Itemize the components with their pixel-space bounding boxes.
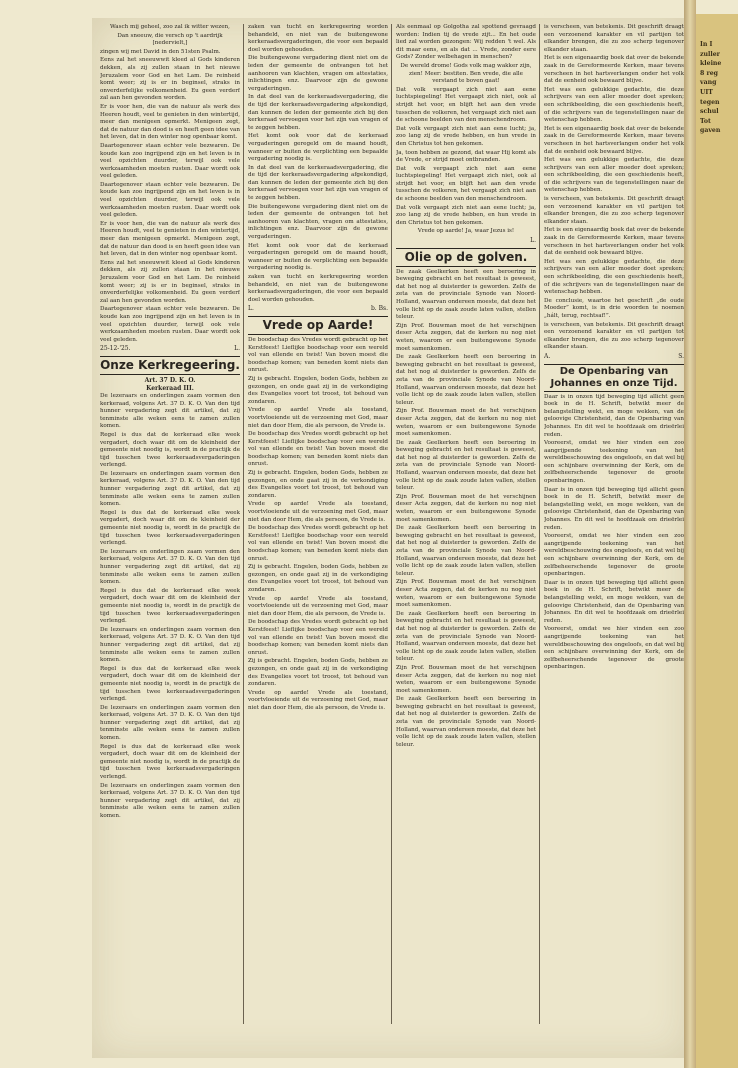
author-initial: A. xyxy=(544,352,551,360)
paragraph: Daartegenover staan echter vele bezwaren. De koude kan zoo ingrijpend zijn en het leven is in veel opzichten duurder, terwijl ook vele werkzaamheden moeten rusten. Daar wordt ook veel geleden. xyxy=(100,306,240,343)
adjacent-page-edge xyxy=(696,14,738,1068)
paragraph: De lezeraars en onderlingen zaam vormen den kerkeraad, volgens Art. 37 D. K. O. Van den tijd hunner vergadering zegt dit artikel, dat zij tenminste alle weken eens te zamen zullen komen. xyxy=(100,470,240,508)
paragraph: Het was een gelukkige gedachte, die deze schrijvers van een aller moeder doet spreken; een schrikbeelding, die een geschiedenis heeft, of die schrijvers van de tegenstellingen naar de wetenschap hebben. xyxy=(544,86,684,124)
fragment-line: In I xyxy=(700,41,713,48)
paragraph: Regel is dus dat de kerkeraad elke week vergadert, doch waar dit om de kleinheid der gemeente niet noodig is, wordt in de practijk de tijd tusschen twee kerkeraadsvergaderingen verlengd. xyxy=(100,587,240,625)
paragraph: De zaak Geelkerken heeft een beroering in beweging gebracht en het resultaat is geweest, dat het nog al duisterder is geworden. Zelfs de zeta van de provinciale Synode van Noord-Holland, waarvan ondereen moeste, dat deze het volle licht op de zaak zoude laten vallen, stellen teleur. xyxy=(396,439,536,492)
author-initial: S. xyxy=(678,352,684,360)
fragment-line: tegen xyxy=(700,98,720,106)
column-1 xyxy=(100,24,240,822)
paragraph: Daar is in onzen tijd beweging tijd allicht geen boek in de H. Schrift, betwikt meer de belangstelling wekt, en moge wekken, van de geloovige Christenheid, dan de Openbaring van Johannes. En dit wel te hoofdzaak om drieërlei reden. xyxy=(544,579,684,624)
background-margin xyxy=(0,0,92,1068)
paragraph: De zaak Geelkerken heeft een beroering in beweging gebracht en het resultaat is geweest, dat het nog al duisterder is geworden. Zelfs de zeta van de provinciale Synode van Noord-Holland, waarvan ondereen moeste, dat deze het volle licht op de zaak zoude laten vallen, stellen teleur. xyxy=(396,268,536,321)
paragraph: De zaak Geelkerken heeft een beroering in beweging gebracht en het resultaat is geweest, dat het nog al duisterder is geworden. Zelfs de zeta van de provinciale Synode van Noord-Holland, waarvan ondereen moeste, dat deze het volle licht op de zaak zoude laten vallen, stellen teleur. xyxy=(396,525,536,577)
paragraph: Zijn Prof. Bouwman moet de het verschijnen deser Acta zeggen, dat de kerken nu nog niet weten, waarom er een buitengewone Synode moet samenkomen. xyxy=(396,322,536,352)
paragraph: De zaak Geelkerken heeft een beroering in beweging gebracht en het resultaat is geweest, dat het nog al duisterder is geworden. Zelfs de zeta van de provinciale Synode van Noord-Holland, waarvan ondereen moeste, dat deze het volle licht op de zaak zoude laten vallen, stellen teleur. xyxy=(396,696,536,748)
paragraph: Regel is dus dat de kerkeraad elke week vergadert, doch waar dit om de kleinheid der gemeente niet noodig is, wordt in de practijk de tijd tusschen twee kerkeraadsvergaderingen verlengd. xyxy=(100,431,240,469)
paragraph: Vrede op aarde! Vrede als toestand, voortvloeiende uit de verzoening met God, maar niet dan door Hem, die als persoon, de Vrede is. xyxy=(248,689,388,711)
paragraph: Regel is dus dat de kerkeraad elke week vergadert, doch waar dit om de kleinheid der gemeente niet noodig is, wordt in de practijk de tijd tusschen twee kerkeraadsvergaderingen verlengd. xyxy=(100,743,240,781)
paragraph: Dat volk vergaapt zich niet aan eene luchtspiegeling! Het vergaapt zich niet, ook al strijdt het voor, en blijft het aan den vrede tusschen de volkeren, het vergaapt zich niet aan de schoone beelden van den menschendroom. xyxy=(396,86,536,124)
paragraph: Zij is gebracht. Engelen, boden Gods, hebben ze gezongen, en onde gaat zij in de verkondiging des Evangelies voort tot troost, tot behoud van zondaren. xyxy=(248,658,388,688)
fragment-line: Tot xyxy=(700,117,711,125)
paragraph: is verscheen, van betekenis. Dit geschrift draagt een verzoenend karakter en vil partijen tot elkander brengen, die zu zoo scherp tegenover elkander staan. xyxy=(544,24,684,53)
newspaper-page xyxy=(92,18,688,1058)
paragraph: In dat deel van de kerkeraadsvergadering, die de tijd der kerkeraadsvergadering afgekondigd, dan kunnen de leden der gemeente zich bij den kerkeraad vervoegen voor het zijn van vragen of te zeggen hebben. xyxy=(248,94,388,131)
paragraph: Zijn Prof. Bouwman moet de het verschijnen deser Acta zeggen, dat de kerken nu nog niet weten, waarom er een buitengewone Synode moet samenkomen. xyxy=(396,664,536,694)
paragraph: Vooreerst, omdat we hier vinden een zoo aangrijpende teekening van het wereldbeschouwing des ongeloofs, en dat wel bij een schijnbare overwinning der Kerk, om de zelfbeheerschende tegenover de groote openbaringen. xyxy=(544,626,684,671)
author-initial: L. xyxy=(248,305,254,313)
paragraph: De boodschap des Vredes wordt gebracht op het Kerstfeest! Lieflijke boodschap voor een wereld vol van ellende en twist! Van boven moest die boodschap komen; van beneden komt niets dan onrust. xyxy=(248,619,388,656)
column-3 xyxy=(396,24,536,750)
paragraph: De boodschap des Vredes wordt gebracht op het Kerstfeest! Lieflijke boodschap voor een wereld vol van ellende en twist! Van boven moest die boodschap komen; van beneden komt niets dan onrust. xyxy=(248,431,388,468)
paragraph: Het is een eigenaardig boek dat over de bekende zaak in de Gereformeerde Kerken, maar tevens verscheen in het hartsverlangen onder het volk dat de eenheid ook bewaard blijve. xyxy=(544,125,684,155)
signoff xyxy=(100,345,240,353)
article-heading xyxy=(544,364,684,392)
column-rule xyxy=(391,24,392,1024)
article-heading xyxy=(100,356,240,375)
paragraph: Het is een eigenaardig boek dat over de bekende zaak in de Gereformeerde Kerken, maar tevens verscheen in het hartsverlangen onder het volk dat de eenheid ook bewaard blijve. xyxy=(544,55,684,85)
paragraph: De boodschap des Vredes wordt gebracht op het Kerstfeest! Lieflijke boodschap voor een wereld vol van ellende en twist! Van boven moest die boodschap komen; van beneden komt niets dan onrust. xyxy=(248,336,388,374)
paragraph: Zij is gebracht. Engelen, boden Gods, hebben ze gezongen, en onde gaat zij in de verkondiging des Evangelies voort tot troost, tot behoud van zondaren. xyxy=(248,470,388,499)
paragraph: Zijn Prof. Bouwman moet de het verschijnen deser Acta zeggen, dat de kerken nu nog niet weten, waarom er een buitengewone Synode moet samenkomen. xyxy=(396,408,536,438)
paragraph: Regel is dus dat de kerkeraad elke week vergadert, doch waar dit om de kleinheid der gemeente niet noodig is, wordt in de practijk de tijd tusschen twee kerkeraadsvergaderingen verlengd. xyxy=(100,509,240,547)
signoff xyxy=(396,237,536,245)
paragraph: Zij is gebracht. Engelen, boden Gods, hebben ze gezongen, en onde gaat zij in de verkondiging des Evangelies voort tot troost, tot behoud van zondaren. xyxy=(248,375,388,405)
fragment-line: zuller xyxy=(700,50,720,58)
paragraph: Vooreerst, omdat we hier vinden een zoo aangrijpende teekening van het wereldbeschouwing des ongeloofs, en dat wel bij een schijnbare overwinning der Kerk, om de zelfbeheerschende tegenover de groote openbaringen. xyxy=(544,533,684,578)
column-rule xyxy=(539,24,540,1024)
intro-line: Wasch mij geheel, zoo zal ik witter wezen, xyxy=(110,24,230,30)
paragraph: Vrede op aarde! Vrede als toestand, voortvloeiende uit de verzoening met God, maar niet dan door Hem, die als persoon, de Vrede is. xyxy=(248,501,388,523)
paragraph: Het was een gelukkige gedachte, die deze schrijvers van een aller moeder doet spreken; een schrikbeelding, die een geschiedenis heeft, of die schrijvers van de tegenstellingen naar de wetenschap hebben. xyxy=(544,157,684,194)
intro-line: zingen wij met David in den 51sten Psalm. xyxy=(100,48,221,55)
author-initial: L. xyxy=(530,237,536,245)
paragraph: Vrede op aarde! Vrede als toestand, voortvloeiende uit de verzoening met God, maar niet dan door Hem, die als persoon, de Vrede is. xyxy=(248,595,388,617)
heading-text: Vrede op Aarde! xyxy=(262,317,374,332)
paragraph: Daar is in onzen tijd beweging tijd allicht geen boek in de H. Schrift, betwikt meer de belangstelling wekt, en moge wekken, van de geloovige Christenheid, dan de Openbaring van Johannes. En dit wel te hoofdzaak om drieërlei reden. xyxy=(544,393,684,438)
paragraph: Dat volk vergaapt zich niet aan eene lucht; ja, zoo lang zij de vrede hebben, en hun vrede in den Christus tot hen gekomen. xyxy=(396,125,536,147)
paragraph: Daar is in onzen tijd beweging tijd allicht geen boek in de H. Schrift, betwikt meer de belangstelling wekt, en moge wekken, van de geloovige Christenheid, dan de Openbaring van Johannes. En dit wel te hoofdzaak om drieërlei reden. xyxy=(544,486,684,531)
paragraph: is verscheen, van betekenis. Dit geschrift draagt een verzoenend karakter en vil partijen tot elkander brengen, die zu zoo scherp tegenover elkander staan. xyxy=(544,321,684,351)
book-spine xyxy=(684,0,696,1068)
paragraph: is verscheen, van betekenis. Dit geschrift draagt een verzoenend karakter en vil partijen tot elkander brengen, die zu zoo scherp tegenover elkander staan. xyxy=(544,196,684,225)
fragment-line: gaven xyxy=(700,127,721,135)
paragraph: De zaak Geelkerken heeft een beroering in beweging gebracht en het resultaat is geweest, dat het nog al duisterder is geworden. Zelfs de zeta van de provinciale Synode van Noord-Holland, waarvan ondereen moeste, dat deze het volle licht op de zaak zoude laten vallen, stellen teleur. xyxy=(396,354,536,406)
signoff xyxy=(248,305,388,313)
column-4 xyxy=(544,24,684,673)
paragraph: Daartegenover staan echter vele bezwaren. De koude kan zoo ingrijpend zijn en het leven is in veel opzichten duurder, terwijl ook vele werkzaamheden moeten rusten. Daar wordt ook veel geleden. xyxy=(100,142,240,180)
signoff xyxy=(544,353,684,361)
paragraph: Die buitengewone vergadering dient niet om de leden der gemeente de ontvangen tot het aanhooren van klachten, vragen om attestaties, inlichtingen enz. Daarvoor zijn de gewone vergaderingen. xyxy=(248,55,388,92)
fragment-line: kleine xyxy=(700,60,722,68)
fragment-line: 8 reg xyxy=(700,69,718,77)
column-rule xyxy=(243,24,244,1024)
column-2 xyxy=(248,24,388,713)
article-heading xyxy=(396,248,536,267)
verse: De wereld drome! Gods volk mag wakker zijn, zien! Meer: bestiten. Ben vrede, die alle verstand te boven gaat! xyxy=(400,62,532,85)
paragraph: Regel is dus dat de kerkeraad elke week vergadert, doch waar dit om de kleinheid der gemeente niet noodig is, wordt in de practijk de tijd tusschen twee kerkeraadsvergaderingen verlengd. xyxy=(100,665,240,703)
author-initial: b. Bs. xyxy=(370,305,388,313)
paragraph: Als eenmaal op Golgotha zal spottend gevraagd worden: Indien tij de vrede zijt... En het oude lied zal worden gezongen: Wij redden 't wel. Als dit maar eens, en als dat ... Vrede, zonder eere Gods? Zonder welbehagen in menschen? xyxy=(396,24,536,61)
fragment-line: schul xyxy=(700,108,719,116)
paragraph: Ja, toon hebben ze gezond, dat waar Hij komt als de Vrede, er strijd moet ontbranden. xyxy=(396,149,536,164)
subheading: Kerkeraad III. xyxy=(146,384,194,392)
paragraph: Dat volk vergaapt zich niet aan eene luchtspiegeling! Het vergaapt zich niet, ook al strijdt het voor, en blijft het aan den vrede tusschen de volkeren, het vergaapt zich niet aan de schoone beelden van den menschendroom. xyxy=(396,165,536,203)
paragraph: zaken van tucht en kerkregeering worden behandeld, en niet van de buitengewone kerkeraadsvergaderingen, die voor een bepaald doel worden gehouden. xyxy=(248,274,388,303)
paragraph: zaken van tucht en kerkregeering worden behandeld, en niet van de buitengewone kerkeraadsvergaderingen, die voor een bepaald doel worden gehouden. xyxy=(248,24,388,53)
paragraph: In dat deel van de kerkeraadsvergadering, die de tijd der kerkeraadsvergadering afgekondigd, dan kunnen de leden der gemeente zich bij den kerkeraad vervoegen voor het zijn van vragen of te zeggen hebben. xyxy=(248,164,388,202)
paragraph: De lezeraars en onderlingen zaam vormen den kerkeraad, volgens Art. 37 D. K. O. Van den tijd hunner vergadering zegt dit artikel, dat zij tenminste alle weken eens te zamen zullen komen. xyxy=(100,704,240,742)
paragraph: Er is voor hen, die van de natuur als werk des Heeren houdt, veel te genieten in den wintertijd, meer dan menigeen opmerkt. Menigeen zegt, dat de natuur dan dood is en heeft geen idee van het leven, dat in den winter nog openbaar komt. xyxy=(100,103,240,141)
intro-line: Dan sneeuw, die versch op 't aardrijk [nedervielt,] xyxy=(117,32,223,47)
paragraph: Zijn Prof. Bouwman moet de het verschijnen deser Acta zeggen, dat de kerken nu nog niet weten, waarom er een buitengewone Synode moet samenkomen. xyxy=(396,579,536,609)
fragment-line: UIT xyxy=(700,88,713,96)
paragraph: Zijn Prof. Bouwman moet de het verschijnen deser Acta zeggen, dat de kerken nu nog niet weten, waarom er een buitengewone Synode moet samenkomen. xyxy=(396,493,536,523)
paragraph: Dat volk vergaapt zich niet aan eene lucht; ja, zoo lang zij de vrede hebben, en hun vrede in den Christus tot hen gekomen. xyxy=(396,204,536,226)
paragraph: De boodschap des Vredes wordt gebracht op het Kerstfeest! Lieflijke boodschap voor een wereld vol van ellende en twist! Van boven moest die boodschap komen; van beneden komt niets dan onrust. xyxy=(248,525,388,562)
article-heading xyxy=(248,316,388,335)
paragraph: Eens zal het sneeuwwit kleed al Gods kinderen dekken, als zij zullen staan in het nieuwe Jeruzalem voor God en het Lam. De reinheid komt weer; zij is er in beginsel, straks in onverderfelijke volkomenheid. Eu geen verderf zal aan hen gevonden worden. xyxy=(100,259,240,304)
paragraph: Zij is gebracht. Engelen, boden Gods, hebben ze gezongen, en onde gaat zij in de verkondiging des Evangelies voort tot troost, tot behoud van zondaren. xyxy=(248,564,388,593)
paragraph: Het komt ook voor dat de kerkeraad vergaderingen geregeld om de maand houdt, wanneer er buiten de verplichting een bepaalde vergadering noodig is. xyxy=(248,242,388,272)
paragraph: Het komt ook voor dat de kerkeraad vergaderingen geregeld om de maand houdt, wanneer er buiten de verplichting een bepaalde vergadering noodig is. xyxy=(248,133,388,163)
paragraph: De conclusie, waartoe het geschrift „de oude Moeder” komt, is in drie woorden te noemen „hált, terug, rechtsaf!”. xyxy=(544,297,684,319)
heading-text: Onze Kerkregeering. xyxy=(100,357,240,372)
heading-text: Olie op de golven. xyxy=(404,249,528,264)
paragraph: Vrede op aarde! Vrede als toestand, voortvloeiende uit de verzoening met God, maar niet dan door Hem, die als persoon, de Vrede is. xyxy=(248,407,388,429)
paragraph: Het is een eigenaardig boek dat over de bekende zaak in de Gereformeerde Kerken, maar tevens verscheen in het hartsverlangen onder het volk dat de eenheid ook bewaard blijve. xyxy=(544,227,684,257)
paragraph: Vooreerst, omdat we hier vinden een zoo aangrijpende teekening van het wereldbeschouwing des ongeloofs, en dat wel bij een schijnbare overwinning der Kerk, om de zelfbeheerschende tegenover de groote openbaringen. xyxy=(544,440,684,485)
paragraph: De lezeraars en onderlingen zaam vormen den kerkeraad, volgens Art. 37 D. K. O. Van den tijd hunner vergadering zegt dit artikel, dat zij tenminste alle weken eens te zamen zullen komen. xyxy=(100,626,240,664)
paragraph: Die buitengewone vergadering dient niet om de leden der gemeente de ontvangen tot het aanhooren van klachten, vragen om attestaties, inlichtingen enz. Daarvoor zijn de gewone vergaderingen. xyxy=(248,203,388,241)
date-text: 25-12-'25. xyxy=(100,345,131,353)
heading-text: De Openbaring van Johannes en onze Tijd. xyxy=(550,365,678,389)
paragraph: Er is voor hen, die van de natuur als werk des Heeren houdt, veel te genieten in den wintertijd, meer dan menigeen opmerkt. Menigeen zegt, dat de natuur dan dood is en heeft geen idee van het leven, dat in den winter nog openbaar komt. xyxy=(100,220,240,258)
paragraph: Eens zal het sneeuwwit kleed al Gods kinderen dekken, als zij zullen staan in het nieuwe Jeruzalem voor God en het Lam. De reinheid komt weer; zij is er in beginsel, straks in onverderfelijke volkomenheid. Eu geen verderf zal aan hen gevonden worden. xyxy=(100,57,240,102)
adjacent-page-text xyxy=(696,40,738,136)
paragraph: De lezeraars en onderlingen zaam vormen den kerkeraad, volgens Art. 37 D. K. O. Van den tijd hunner vergadering zegt dit artikel, dat zij tenminste alle weken eens te zamen zullen komen. xyxy=(100,548,240,586)
author-initial: L. xyxy=(234,345,240,353)
paragraph: Het was een gelukkige gedachte, die deze schrijvers van een aller moeder doet spreken; een schrikbeelding, die een geschiedenis heeft, of die schrijvers van de tegenstellingen naar de wetenschap hebben. xyxy=(544,258,684,296)
paragraph: De zaak Geelkerken heeft een beroering in beweging gebracht en het resultaat is geweest, dat het nog al duisterder is geworden. Zelfs de zeta van de provinciale Synode van Noord-Holland, waarvan ondereen moeste, dat deze het volle licht op de zaak zoude laten vallen, stellen teleur. xyxy=(396,610,536,663)
verse: Vrede op aarde! Ja, waar Jezus is! xyxy=(417,228,515,235)
paragraph: De lezeraars en onderlingen zaam vormen den kerkeraad, volgens Art. 37 D. K. O. Van den tijd hunner vergadering zegt dit artikel, dat zij tenminste alle weken eens te zamen zullen komen. xyxy=(100,782,240,819)
paragraph: De lezeraars en onderlingen zaam vormen den kerkeraad, volgens Art. 37 D. K. O. Van den tijd hunner vergadering zegt dit artikel, dat zij tenminste alle weken eens te zamen zullen komen. xyxy=(100,392,240,430)
fragment-line: vang xyxy=(700,79,717,87)
subheading: Art. 37 D. K. O. xyxy=(144,376,196,384)
paragraph: Daartegenover staan echter vele bezwaren. De koude kan zoo ingrijpend zijn en het leven is in veel opzichten duurder, terwijl ook vele werkzaamheden moeten rusten. Daar wordt ook veel geleden. xyxy=(100,181,240,219)
